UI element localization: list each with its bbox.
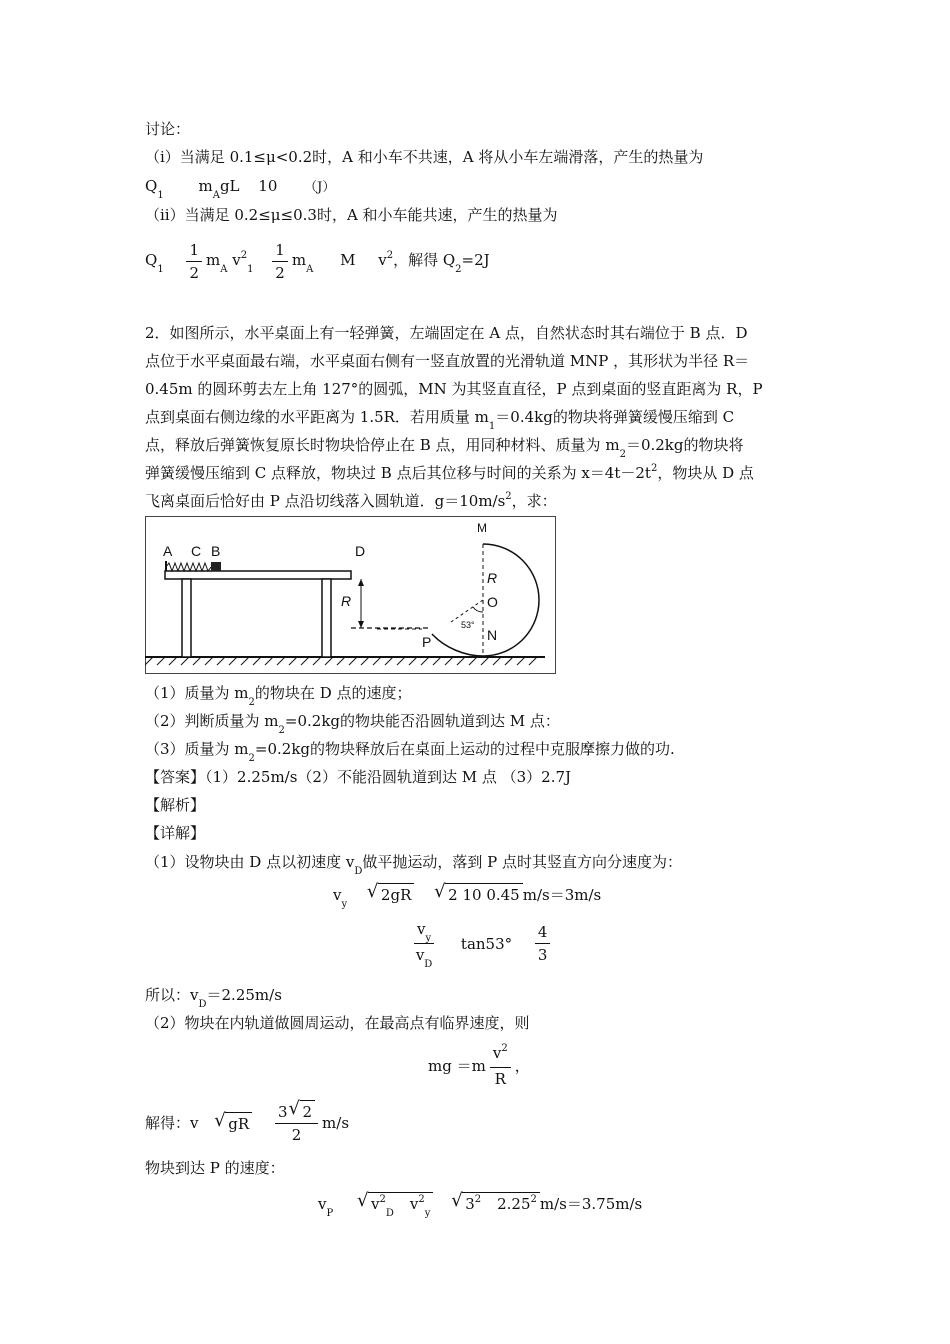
question-2: （2）判断质量为 $m_2=0.2kg$的物块能否沿圆轨道到达 M 点： <box>145 712 560 736</box>
question-1: （1）质量为 $m_2$的物块在 D 点的速度； <box>145 684 412 708</box>
equation-vy: $v_y$ √ 2gR √ 2 10 0.45 m/s＝3m/s <box>333 883 601 910</box>
problem-number: 2． <box>145 324 170 342</box>
equation-v-min: 解得：v √ gR $\frac{3√ 2}{2}$ m/s <box>145 1100 349 1146</box>
so-vd-line: 所以：$v_D=2.25m/s$ <box>145 986 282 1010</box>
label-d: D <box>355 543 366 559</box>
label-c: C <box>191 543 202 559</box>
label-o: O <box>487 594 498 610</box>
case-1-equation: $Q_1$ $m_AgL$ 10 （J） <box>145 177 336 201</box>
label-b: B <box>211 543 221 559</box>
problem-line-2: 点位于水平桌面最右端，水平桌面右侧有一竖直放置的光滑轨道 MNP ，其形状为半径 R＝ <box>145 352 750 370</box>
label-angle: 53° <box>461 620 475 630</box>
problem-line-1: 2．如图所示，水平桌面上有一轻弹簧，左端固定在 A 点，自然状态时其右端位于 B 点．D <box>145 324 748 342</box>
problem-line-4: 点到桌面右侧边缘的水平距离为 1.5R．若用质量 $m_1=0.4kg$的物块将弹簧缓慢压缩到 C <box>145 408 735 432</box>
ground-hatch <box>145 657 537 665</box>
label-r-right: R <box>487 570 498 586</box>
p-velocity-intro: 物块到达 P 的速度： <box>145 1159 285 1177</box>
label-r-left: R <box>341 593 352 609</box>
physics-figure <box>145 516 556 674</box>
spring <box>166 563 211 571</box>
table-leg-left <box>182 579 191 657</box>
table-top <box>165 571 351 579</box>
track-arc <box>432 544 539 656</box>
solution-step-1: （1）设物块由 D 点以初速度 $v_D$做平抛运动，落到 P 点时其竖直方向分速度为： <box>145 853 683 877</box>
table-leg-right <box>322 579 331 657</box>
label-n: N <box>487 627 498 643</box>
case-2-equation: $Q_1$ $\frac{1}{2}$ $m_A$ $v^2_1$ $\frac{1}{2}$ $m_A$ M $v^2$，解得 $Q_2=2J$ <box>145 240 490 282</box>
detail-label: 【详解】 <box>145 824 206 842</box>
equation-critical: mg ＝m $\frac{v^2}{R}$ ， <box>428 1043 530 1088</box>
problem-line-6: 弹簧缓慢压缩到 C 点释放，物块过 B 点后其位移与时间的关系为 $x=4t-2t^2$，物块从 D 点 <box>145 463 754 482</box>
analysis-label: 【解析】 <box>145 796 206 814</box>
discussion-case-2: （ⅱ）当满足 0.2≤μ≤0.3时，A 和小车能共速，产生的热量为 <box>145 206 558 224</box>
problem-line-5: 点，释放后弹簧恢复原长时物块恰停止在 B 点，用同种材料、质量为 $m_2=0.2kg$的物块将 <box>145 436 744 460</box>
solution-step-2: （2）物块在内轨道做圆周运动，在最高点有临界速度，则 <box>145 1014 530 1032</box>
equation-vp: $v_P$ √ $v^2_Dv^2_y$ √ $3^2$ 2.25$^2$ m/s＝3.75m/s <box>318 1192 642 1219</box>
angle-arc <box>473 607 483 612</box>
discussion-title: 讨论： <box>145 120 191 138</box>
problem-line-3: 0.45m 的圆环剪去左上角 127°的圆弧，MN 为其竖直直径，P 点到桌面的竖直距离为 R，P <box>145 380 763 398</box>
problem-line-7: 飞离桌面后恰好由 P 点沿切线落入圆轨道．$g=10m/s^2$，求： <box>145 491 557 510</box>
question-3: （3）质量为 $m_2=0.2kg$的物块释放后在桌面上运动的过程中克服摩擦力做的功. <box>145 740 675 764</box>
discussion-case-1: （ⅰ）当满足 0.1≤μ<0.2时，A 和小车不共速，A 将从小车左端滑落，产生的热量为 <box>145 148 704 166</box>
answer-line: 【答案】（1）2.25m/s（2）不能沿圆轨道到达 M 点 （3）2.7J <box>145 768 572 786</box>
block-b <box>211 562 221 571</box>
label-m: M <box>477 521 487 535</box>
label-p: P <box>422 634 432 650</box>
equation-tan: $\frac{v_y}{v_D}$ tan53° $\frac{4}{3}$ <box>410 918 554 969</box>
label-a: A <box>163 543 173 559</box>
